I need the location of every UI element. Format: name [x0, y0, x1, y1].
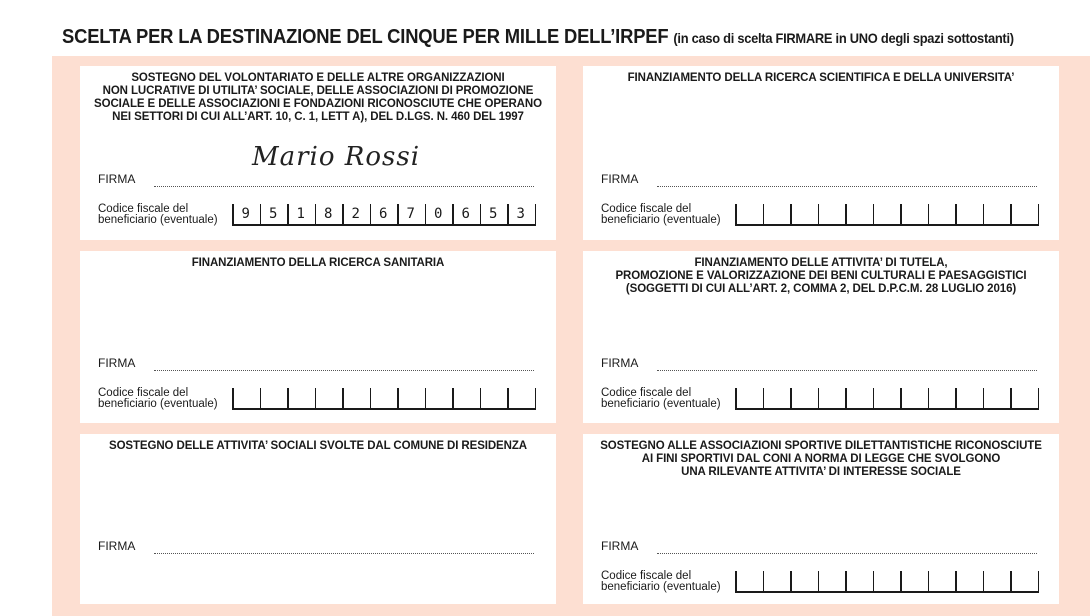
codice-fiscale-digit[interactable]	[735, 388, 763, 410]
codice-fiscale-digit[interactable]: 6	[461, 206, 470, 222]
codice-fiscale-digit[interactable]: 6	[379, 206, 388, 222]
choice-box-title: SOSTEGNO DELLE ATTIVITA’ SOCIALI SVOLTE DAL COMUNE DI RESIDENZA	[109, 440, 527, 452]
codice-fiscale-digit[interactable]	[763, 388, 791, 410]
choice-box	[583, 66, 1059, 240]
codice-fiscale-digit[interactable]: 1	[296, 206, 305, 222]
choice-box-title: SOSTEGNO DEL VOLONTARIATO E DELLE ALTRE ORGANIZZAZIONI NON LUCRATIVE DI UTILITA’ SOCIALE, DELLE ASSOCIAZIONI DI PROMOZIONE SOCIALE E DELLE ASSOCIAZIONI E FONDAZIONI RICONOSCIUTE CHE OPERANO NEI SETTORI DI CUI ALL’ART. 10, C. 1, LETT A), DEL D.LGS. N. 460 DEL 1997	[94, 72, 542, 123]
codice-fiscale-digit[interactable]	[818, 388, 846, 410]
signature-line[interactable]	[657, 553, 1037, 554]
choice-box	[583, 434, 1059, 604]
codice-fiscale-digit[interactable]	[955, 204, 983, 226]
codice-fiscale-field[interactable]	[735, 571, 1040, 593]
codice-fiscale-divider	[535, 204, 537, 226]
codice-fiscale-label: Codice fiscale del beneficiario (eventuale)	[601, 570, 721, 593]
codice-fiscale-digit[interactable]	[480, 388, 508, 410]
codice-fiscale-digit[interactable]	[955, 388, 983, 410]
codice-fiscale-divider	[535, 388, 537, 410]
firma-label: FIRMA	[601, 539, 639, 553]
codice-fiscale-digit[interactable]	[1010, 388, 1038, 410]
codice-fiscale-digit[interactable]	[735, 571, 763, 593]
codice-fiscale-digit[interactable]	[1010, 204, 1038, 226]
codice-fiscale-digit[interactable]	[507, 388, 535, 410]
choice-box-title: SOSTEGNO ALLE ASSOCIAZIONI SPORTIVE DILETTANTISTICHE RICONOSCIUTE AI FINI SPORTIVI DAL CONI A NORMA DI LEGGE CHE SVOLGONO UNA RILEVANTE ATTIVITA’ DI INTERESSE SOCIALE	[600, 440, 1042, 478]
codice-fiscale-baseline	[232, 224, 536, 226]
codice-fiscale-digit[interactable]	[790, 204, 818, 226]
form-title-main: SCELTA PER LA DESTINAZIONE DEL CINQUE PER MILLE DELL’IRPEF	[62, 26, 669, 48]
codice-fiscale-baseline	[735, 408, 1039, 410]
codice-fiscale-divider	[1038, 388, 1040, 410]
codice-fiscale-digit[interactable]	[315, 388, 343, 410]
codice-fiscale-digit[interactable]	[873, 388, 901, 410]
codice-fiscale-divider	[1038, 204, 1040, 226]
firma-label: FIRMA	[98, 356, 136, 370]
signature-line[interactable]	[154, 553, 534, 554]
codice-fiscale-divider	[1038, 571, 1040, 593]
codice-fiscale-digit[interactable]: 2	[351, 206, 360, 222]
codice-fiscale-label: Codice fiscale del beneficiario (eventuale)	[98, 387, 218, 410]
codice-fiscale-digit[interactable]	[955, 571, 983, 593]
codice-fiscale-digit[interactable]: 5	[489, 206, 498, 222]
codice-fiscale-digit[interactable]	[983, 204, 1011, 226]
codice-fiscale-digit[interactable]: 7	[406, 206, 415, 222]
codice-fiscale-digit[interactable]	[900, 571, 928, 593]
choice-box	[583, 251, 1059, 423]
codice-fiscale-digit[interactable]	[845, 571, 873, 593]
codice-fiscale-digit[interactable]	[1010, 571, 1038, 593]
firma-label: FIRMA	[601, 356, 639, 370]
signature-line[interactable]	[154, 370, 534, 371]
codice-fiscale-baseline	[735, 591, 1039, 593]
codice-fiscale-digit[interactable]	[845, 204, 873, 226]
codice-fiscale-field[interactable]	[232, 204, 537, 226]
codice-fiscale-digit[interactable]	[763, 204, 791, 226]
codice-fiscale-digit[interactable]	[763, 571, 791, 593]
codice-fiscale-digit[interactable]	[900, 388, 928, 410]
codice-fiscale-digit[interactable]: 9	[241, 206, 250, 222]
codice-fiscale-digit[interactable]	[873, 571, 901, 593]
codice-fiscale-field[interactable]	[735, 388, 1040, 410]
codice-fiscale-field[interactable]	[735, 204, 1040, 226]
choice-box	[80, 434, 556, 604]
codice-fiscale-digit[interactable]	[735, 204, 763, 226]
firma-label: FIRMA	[98, 172, 136, 186]
codice-fiscale-digit[interactable]	[260, 388, 288, 410]
signature-line[interactable]	[657, 186, 1037, 187]
codice-fiscale-digit[interactable]: 5	[269, 206, 278, 222]
signature: Mario Rossi	[252, 142, 421, 172]
codice-fiscale-digit[interactable]: 0	[434, 206, 443, 222]
codice-fiscale-digit[interactable]	[928, 571, 956, 593]
codice-fiscale-digit[interactable]	[370, 388, 398, 410]
codice-fiscale-label: Codice fiscale del beneficiario (eventuale)	[98, 203, 218, 226]
firma-label: FIRMA	[601, 172, 639, 186]
choice-box	[80, 251, 556, 423]
codice-fiscale-digit[interactable]	[790, 571, 818, 593]
codice-fiscale-digit[interactable]	[790, 388, 818, 410]
choice-box	[80, 66, 556, 240]
codice-fiscale-digit[interactable]	[928, 204, 956, 226]
codice-fiscale-digit[interactable]	[983, 388, 1011, 410]
codice-fiscale-label: Codice fiscale del beneficiario (eventuale)	[601, 387, 721, 410]
form-title-instruction: (in caso di scelta FIRMARE in UNO degli spazi sottostanti)	[673, 30, 1014, 46]
codice-fiscale-baseline	[232, 408, 536, 410]
codice-fiscale-baseline	[735, 224, 1039, 226]
codice-fiscale-digit[interactable]	[425, 388, 453, 410]
codice-fiscale-field[interactable]	[232, 388, 537, 410]
codice-fiscale-digit[interactable]	[287, 388, 315, 410]
codice-fiscale-digit[interactable]	[452, 388, 480, 410]
codice-fiscale-digit[interactable]	[873, 204, 901, 226]
signature-line[interactable]	[657, 370, 1037, 371]
form-title	[62, 26, 1014, 49]
codice-fiscale-digit[interactable]	[845, 388, 873, 410]
codice-fiscale-label: Codice fiscale del beneficiario (eventuale)	[601, 203, 721, 226]
codice-fiscale-digit[interactable]	[397, 388, 425, 410]
codice-fiscale-digit[interactable]	[342, 388, 370, 410]
codice-fiscale-digit[interactable]: 3	[516, 206, 525, 222]
choice-box-title: FINANZIAMENTO DELLE ATTIVITA’ DI TUTELA, PROMOZIONE E VALORIZZAZIONE DEI BENI CULTURALI E PAESAGGISTICI (SOGGETTI DI CUI ALL’ART. 2, COMMA 2, DEL D.P.C.M. 28 LUGLIO 2016)	[615, 257, 1027, 295]
codice-fiscale-digit[interactable]	[818, 571, 846, 593]
firma-label: FIRMA	[98, 539, 136, 553]
choice-box-title: FINANZIAMENTO DELLA RICERCA SANITARIA	[191, 257, 445, 269]
codice-fiscale-digit[interactable]	[900, 204, 928, 226]
signature-line[interactable]	[154, 186, 534, 187]
codice-fiscale-digit[interactable]: 8	[324, 206, 333, 222]
codice-fiscale-digit[interactable]	[983, 571, 1011, 593]
codice-fiscale-digit[interactable]	[928, 388, 956, 410]
choice-box-title: FINANZIAMENTO DELLA RICERCA SCIENTIFICA E DELLA UNIVERSITA’	[627, 72, 1015, 84]
codice-fiscale-digit[interactable]	[818, 204, 846, 226]
codice-fiscale-digit[interactable]	[232, 388, 260, 410]
